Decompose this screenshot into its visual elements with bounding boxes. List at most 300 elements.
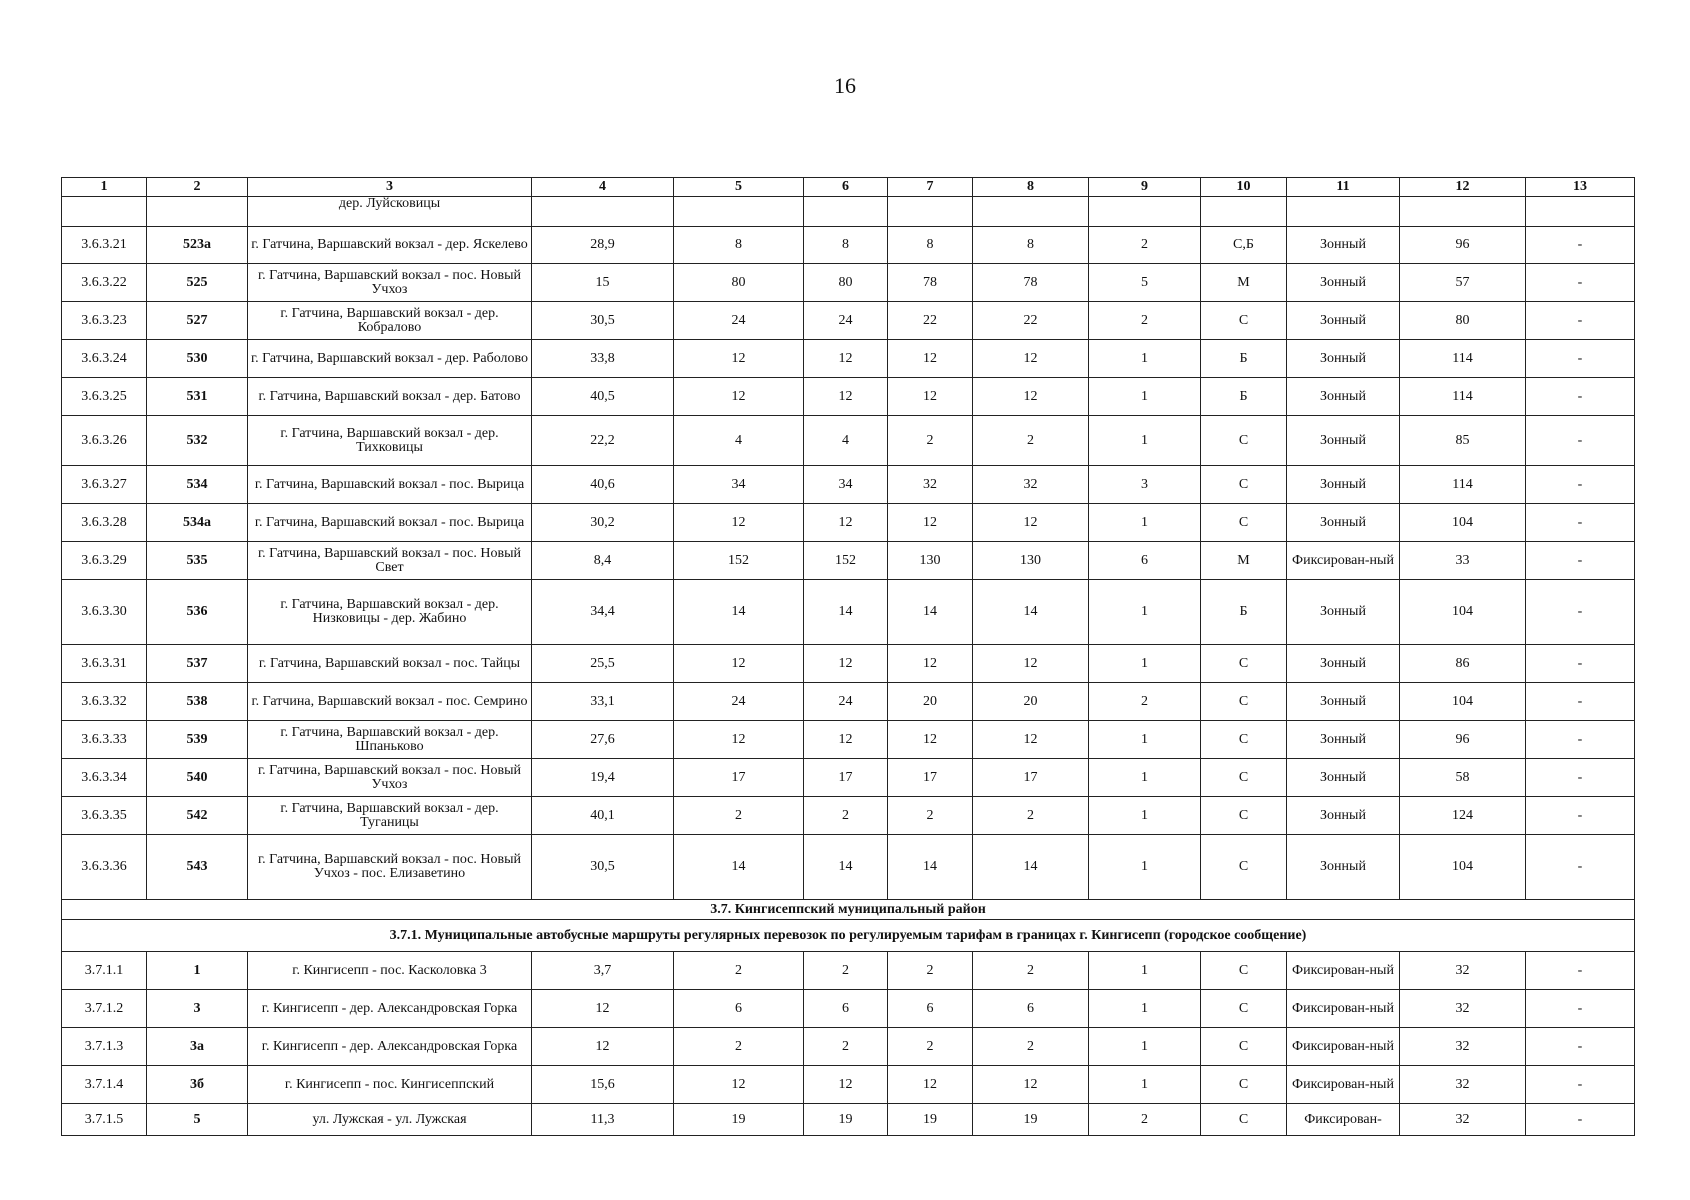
table-cell: 27,6 [532,721,674,759]
table-cell: 1 [1089,1066,1201,1104]
table-cell: С [1201,759,1287,797]
table-cell: 2 [888,797,973,835]
table-cell [1526,197,1635,227]
table-cell: - [1526,416,1635,466]
table-cell: 5 [1089,264,1201,302]
table-cell: 22,2 [532,416,674,466]
row-number-cell: 3.7.1.3 [62,1028,147,1066]
table-cell: 14 [674,580,804,645]
table-cell: 2 [674,1028,804,1066]
tariff-type-cell: Зонный [1287,302,1400,340]
table-row [62,504,1635,542]
route-number-cell: 525 [147,264,248,302]
route-number-cell: 534 [147,466,248,504]
tariff-type-cell: Зонный [1287,797,1400,835]
route-name-cell: г. Гатчина, Варшавский вокзал - дер. Батово [248,378,532,416]
column-number: 5 [674,178,804,197]
table-cell: - [1526,340,1635,378]
row-number-cell: 3.6.3.27 [62,466,147,504]
table-cell: 19 [973,1104,1089,1136]
table-cell: 32 [888,466,973,504]
table-cell: 17 [804,759,888,797]
table-cell: 8 [804,227,888,264]
table-row [62,645,1635,683]
table-cell: 1 [1089,416,1201,466]
row-number-cell: 3.6.3.22 [62,264,147,302]
table-cell: 58 [1400,759,1526,797]
table-cell: 6 [804,990,888,1028]
route-number-cell: 540 [147,759,248,797]
row-number-cell: 3.7.1.2 [62,990,147,1028]
row-number-cell: 3.6.3.23 [62,302,147,340]
table-cell: 6 [973,990,1089,1028]
table-cell: 12 [804,504,888,542]
table-cell: 78 [973,264,1089,302]
column-number: 10 [1201,178,1287,197]
table-cell: 104 [1400,504,1526,542]
continuation-row [62,197,1635,227]
tariff-type-cell: Зонный [1287,227,1400,264]
table-cell: С [1201,302,1287,340]
route-number-cell: 5 [147,1104,248,1136]
table-cell: 2 [1089,1104,1201,1136]
table-cell: 2 [804,952,888,990]
table-cell: 80 [674,264,804,302]
table-cell: 17 [973,759,1089,797]
table-cell: С [1201,1104,1287,1136]
table-cell: - [1526,227,1635,264]
tariff-type-cell: Зонный [1287,264,1400,302]
table-cell: 12 [674,340,804,378]
column-number: 2 [147,178,248,197]
route-number-cell: 523а [147,227,248,264]
table-cell: 30,5 [532,835,674,900]
route-number-cell: 3 [147,990,248,1028]
table-cell: 22 [888,302,973,340]
table-cell: 32 [1400,952,1526,990]
table-cell: Б [1201,580,1287,645]
table-cell: 6 [888,990,973,1028]
table-cell: 2 [973,416,1089,466]
route-number-cell: 543 [147,835,248,900]
row-number-cell: 3.6.3.36 [62,835,147,900]
page-number: 16 [834,73,856,98]
table-cell: 2 [1089,683,1201,721]
tariff-type-cell: Фиксирован-ный [1287,1066,1400,1104]
tariff-type-cell: Зонный [1287,466,1400,504]
table-cell: - [1526,302,1635,340]
table-cell: 20 [973,683,1089,721]
row-number-cell: 3.6.3.24 [62,340,147,378]
table-cell: 32 [1400,1066,1526,1104]
route-number-cell: 535 [147,542,248,580]
table-cell: 130 [888,542,973,580]
table-cell: 1 [1089,759,1201,797]
table-cell: 80 [804,264,888,302]
table-cell: 12 [888,1066,973,1104]
table-cell: - [1526,542,1635,580]
subsection-row [62,920,1635,952]
route-name-cell: дер. Луйсковицы [248,197,532,227]
route-name-cell: г. Гатчина, Варшавский вокзал - пос. Вырица [248,504,532,542]
table-cell: 12 [804,1066,888,1104]
table-cell: 19 [674,1104,804,1136]
table-cell: 12 [804,645,888,683]
table-cell: 12 [973,504,1089,542]
table-cell: 15,6 [532,1066,674,1104]
tariff-type-cell: Зонный [1287,340,1400,378]
table-cell: 14 [973,580,1089,645]
table-cell: 8 [888,227,973,264]
table-cell: 1 [1089,340,1201,378]
table-row [62,542,1635,580]
column-number: 8 [973,178,1089,197]
table-cell: 2 [888,952,973,990]
table-row [62,378,1635,416]
table-cell: 8 [674,227,804,264]
table-cell: - [1526,1066,1635,1104]
table-row [62,1028,1635,1066]
column-number-row [62,178,1635,197]
table-cell: Б [1201,378,1287,416]
table-cell: С [1201,990,1287,1028]
column-number: 7 [888,178,973,197]
table-cell: 20 [888,683,973,721]
table-cell: 14 [804,835,888,900]
table-cell: 32 [1400,990,1526,1028]
table-cell: - [1526,835,1635,900]
table-cell: 1 [1089,504,1201,542]
table-cell: 2 [973,1028,1089,1066]
row-number-cell: 3.6.3.29 [62,542,147,580]
route-name-cell: г. Кингисепп - дер. Александровская Горка [248,1028,532,1066]
table-cell: 32 [1400,1104,1526,1136]
table-cell: 11,3 [532,1104,674,1136]
table-row [62,952,1635,990]
tariff-type-cell: Зонный [1287,721,1400,759]
table-cell: 1 [1089,1028,1201,1066]
table-cell: 12 [804,378,888,416]
row-number-cell: 3.7.1.4 [62,1066,147,1104]
table-cell: 12 [674,504,804,542]
table-cell: 30,5 [532,302,674,340]
route-name-cell: г. Гатчина, Варшавский вокзал - пос. Новый Учхоз [248,759,532,797]
table-cell: 85 [1400,416,1526,466]
tariff-type-cell: Зонный [1287,759,1400,797]
table-cell: С [1201,1066,1287,1104]
table-cell: 22 [973,302,1089,340]
table-row [62,990,1635,1028]
table-cell [674,197,804,227]
table-cell: 12 [674,1066,804,1104]
table-cell: С [1201,466,1287,504]
table-row [62,466,1635,504]
route-name-cell: г. Кингисепп - пос. Кингисеппский [248,1066,532,1104]
route-name-cell: г. Гатчина, Варшавский вокзал - пос. Вырица [248,466,532,504]
table-cell: 19 [804,1104,888,1136]
column-number: 1 [62,178,147,197]
table-cell: 4 [804,416,888,466]
table-cell [532,197,674,227]
table-cell: 12 [888,340,973,378]
route-number-cell: 539 [147,721,248,759]
route-name-cell: г. Кингисепп - дер. Александровская Горка [248,990,532,1028]
tariff-type-cell: Зонный [1287,645,1400,683]
table-cell: 1 [1089,797,1201,835]
table-cell: - [1526,683,1635,721]
column-number: 11 [1287,178,1400,197]
table-cell: 2 [973,952,1089,990]
table-cell: 30,2 [532,504,674,542]
table-row [62,227,1635,264]
table-cell: 96 [1400,721,1526,759]
table-cell: 12 [888,378,973,416]
table-cell [62,197,147,227]
subsection-title: 3.7.1. Муниципальные автобусные маршруты регулярных перевозок по регулируемым тарифам в границах г. Кингисепп (городское сообщение) [62,920,1635,952]
row-number-cell: 3.6.3.33 [62,721,147,759]
table-cell: М [1201,542,1287,580]
table-cell: 1 [1089,580,1201,645]
table-cell: 1 [1089,990,1201,1028]
row-number-cell: 3.6.3.35 [62,797,147,835]
route-number-cell: 537 [147,645,248,683]
table-cell: 25,5 [532,645,674,683]
tariff-type-cell: Зонный [1287,683,1400,721]
table-cell: 1 [1089,835,1201,900]
table-cell: С [1201,1028,1287,1066]
table-cell: 12 [804,340,888,378]
table-cell: 12 [804,721,888,759]
table-cell: 40,6 [532,466,674,504]
table-cell: 2 [674,952,804,990]
route-number-cell: 1 [147,952,248,990]
table-row [62,416,1635,466]
table-cell: 14 [888,580,973,645]
route-name-cell: г. Гатчина, Варшавский вокзал - дер. Туганицы [248,797,532,835]
table-cell: 2 [973,797,1089,835]
route-name-cell: ул. Лужская - ул. Лужская [248,1104,532,1136]
column-number: 12 [1400,178,1526,197]
table-cell: 12 [973,1066,1089,1104]
table-cell: 4 [674,416,804,466]
table-cell: 8,4 [532,542,674,580]
table-cell: 40,5 [532,378,674,416]
table-cell: - [1526,580,1635,645]
table-cell: 114 [1400,466,1526,504]
table-cell: 24 [674,683,804,721]
table-row [62,835,1635,900]
table-row [62,797,1635,835]
table-cell: 12 [973,340,1089,378]
table-cell: С [1201,645,1287,683]
tariff-type-cell: Зонный [1287,378,1400,416]
row-number-cell: 3.6.3.32 [62,683,147,721]
table-cell: 40,1 [532,797,674,835]
table-row [62,302,1635,340]
table-row [62,683,1635,721]
table-row [62,264,1635,302]
table-cell: 86 [1400,645,1526,683]
row-number-cell: 3.6.3.26 [62,416,147,466]
tariff-type-cell: Фиксирован- [1287,1104,1400,1136]
route-name-cell: г. Гатчина, Варшавский вокзал - дер. Шпаньково [248,721,532,759]
table-cell: 96 [1400,227,1526,264]
row-number-cell: 3.7.1.1 [62,952,147,990]
route-name-cell: г. Гатчина, Варшавский вокзал - пос. Тайцы [248,645,532,683]
table-cell: 15 [532,264,674,302]
route-name-cell: г. Гатчина, Варшавский вокзал - дер. Кобралово [248,302,532,340]
table-cell: 152 [674,542,804,580]
table-cell: 34,4 [532,580,674,645]
table-cell: - [1526,645,1635,683]
tariff-type-cell: Зонный [1287,835,1400,900]
table-cell [1287,197,1400,227]
table-cell: 12 [532,1028,674,1066]
table-cell: С [1201,952,1287,990]
route-name-cell: г. Кингисепп - пос. Касколовка 3 [248,952,532,990]
row-number-cell: 3.6.3.31 [62,645,147,683]
table-cell: С [1201,797,1287,835]
table-cell: 2 [888,416,973,466]
table-cell: 3 [1089,466,1201,504]
table-cell: 14 [674,835,804,900]
table-cell: 114 [1400,378,1526,416]
table-row [62,1104,1635,1136]
table-cell: 6 [1089,542,1201,580]
route-number-cell: 532 [147,416,248,466]
table-cell: 14 [804,580,888,645]
table-cell: - [1526,466,1635,504]
route-name-cell: г. Гатчина, Варшавский вокзал - дер. Низковицы - дер. Жабино [248,580,532,645]
table-cell: 1 [1089,378,1201,416]
route-name-cell: г. Гатчина, Варшавский вокзал - дер. Яскелево [248,227,532,264]
table-cell: - [1526,378,1635,416]
table-cell: 104 [1400,683,1526,721]
tariff-type-cell: Фиксирован-ный [1287,542,1400,580]
table-cell: 17 [674,759,804,797]
table-cell: 12 [532,990,674,1028]
table-cell: 24 [804,302,888,340]
tariff-type-cell: Зонный [1287,504,1400,542]
tariff-type-cell: Зонный [1287,416,1400,466]
table-cell: 12 [674,645,804,683]
tariff-type-cell: Фиксирован-ный [1287,952,1400,990]
route-name-cell: г. Гатчина, Варшавский вокзал - пос. Новый Учхоз - пос. Елизаветино [248,835,532,900]
table-cell [973,197,1089,227]
table-cell: 124 [1400,797,1526,835]
table-cell: 80 [1400,302,1526,340]
table-cell: 32 [1400,1028,1526,1066]
table-cell: 34 [804,466,888,504]
table-cell: 12 [888,645,973,683]
table-cell: 104 [1400,835,1526,900]
table-cell: 33,8 [532,340,674,378]
table-cell [888,197,973,227]
route-name-cell: г. Гатчина, Варшавский вокзал - пос. Новый Свет [248,542,532,580]
table-row [62,721,1635,759]
row-number-cell: 3.6.3.34 [62,759,147,797]
table-cell [1201,197,1287,227]
table-cell: 14 [973,835,1089,900]
route-number-cell: 536 [147,580,248,645]
table-cell: 2 [1089,302,1201,340]
table-cell: 19 [888,1104,973,1136]
table-cell: С [1201,416,1287,466]
table-cell: 19,4 [532,759,674,797]
route-name-cell: г. Гатчина, Варшавский вокзал - дер. Тихковицы [248,416,532,466]
route-name-cell: г. Гатчина, Варшавский вокзал - пос. Новый Учхоз [248,264,532,302]
table-cell [147,197,248,227]
table-body [62,178,1635,1136]
table-cell: - [1526,1104,1635,1136]
table-cell: 24 [804,683,888,721]
table-cell: 1 [1089,952,1201,990]
table-cell [804,197,888,227]
table-cell: 2 [888,1028,973,1066]
routes-table [61,177,1635,1136]
table-cell: 130 [973,542,1089,580]
route-number-cell: 530 [147,340,248,378]
table-cell: - [1526,264,1635,302]
column-number: 4 [532,178,674,197]
column-number: 3 [248,178,532,197]
route-name-cell: г. Гатчина, Варшавский вокзал - дер. Раболово [248,340,532,378]
table-cell: 14 [888,835,973,900]
table-cell: 6 [674,990,804,1028]
table-cell: С [1201,721,1287,759]
table-cell: 1 [1089,645,1201,683]
route-number-cell: 3а [147,1028,248,1066]
section-row [62,900,1635,920]
table-cell: 12 [973,721,1089,759]
table-cell: 1 [1089,721,1201,759]
table-cell: 34 [674,466,804,504]
table-cell [1400,197,1526,227]
table-cell: 33 [1400,542,1526,580]
row-number-cell: 3.6.3.28 [62,504,147,542]
table-cell: 12 [973,645,1089,683]
route-name-cell: г. Гатчина, Варшавский вокзал - пос. Семрино [248,683,532,721]
table-cell: 12 [973,378,1089,416]
table-cell [1089,197,1201,227]
column-number: 9 [1089,178,1201,197]
row-number-cell: 3.7.1.5 [62,1104,147,1136]
table-cell: 28,9 [532,227,674,264]
table-cell: 57 [1400,264,1526,302]
table-cell: 152 [804,542,888,580]
table-cell: 32 [973,466,1089,504]
section-title: 3.7. Кингисеппский муниципальный район [62,900,1635,920]
table-row [62,580,1635,645]
table-cell: - [1526,990,1635,1028]
table-cell: 78 [888,264,973,302]
table-row [62,1066,1635,1104]
column-number: 13 [1526,178,1635,197]
row-number-cell: 3.6.3.25 [62,378,147,416]
table-cell: 114 [1400,340,1526,378]
row-number-cell: 3.6.3.21 [62,227,147,264]
table-cell: 12 [674,378,804,416]
table-cell: 104 [1400,580,1526,645]
table-cell: 24 [674,302,804,340]
table-cell: - [1526,759,1635,797]
column-number: 6 [804,178,888,197]
route-number-cell: 3б [147,1066,248,1104]
row-number-cell: 3.6.3.30 [62,580,147,645]
route-number-cell: 534а [147,504,248,542]
table-cell: - [1526,797,1635,835]
tariff-type-cell: Фиксирован-ный [1287,990,1400,1028]
